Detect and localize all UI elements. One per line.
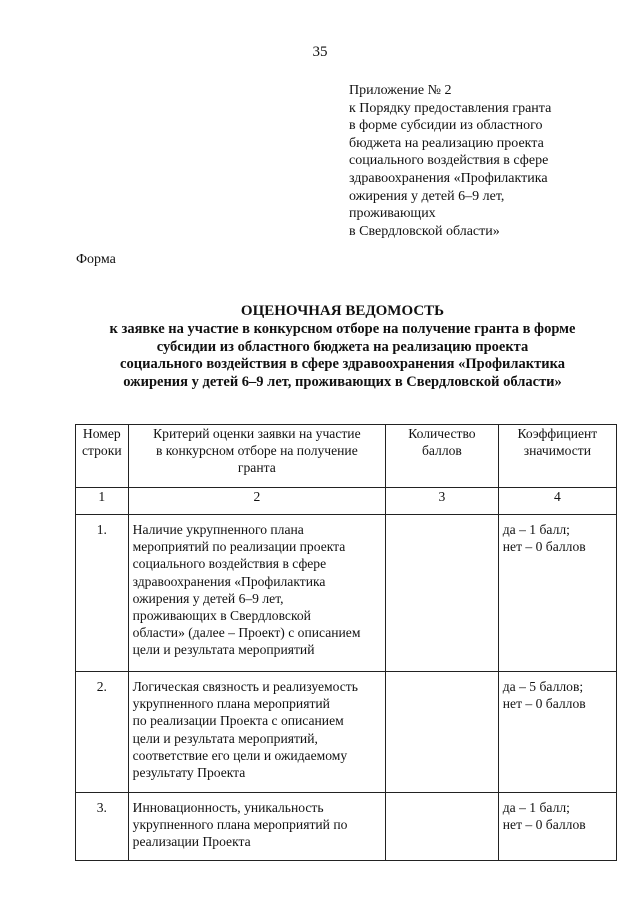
- title-main: ОЦЕНОЧНАЯ ВЕДОМОСТЬ: [240, 303, 445, 319]
- title-sub-line: субсидии из областного бюджета на реализацию проекта: [156, 338, 529, 355]
- document-title: [60, 303, 625, 391]
- appendix-line: проживающих: [349, 206, 436, 222]
- appendix-line: бюджета на реализацию проекта: [349, 135, 544, 151]
- row-points: [386, 672, 499, 793]
- evaluation-table: [75, 424, 617, 861]
- row-criterion: Наличие укрупненного плана мероприятий по реализации проекта социального воздействия в сфере здравоохранения «Профилактика ожирения у детей 6–9 лет, проживающих в Свердловской области» (далее – Проект) с описанием цели и результата мероприятий: [128, 515, 385, 672]
- row-criterion: Логическая связность и реализуемость укрупненного плана мероприятий по реализации Проекта с описанием цели и результата мероприятий, соответствие его цели и ожидаемому результату Проекта: [128, 672, 385, 793]
- column-number: 3: [386, 488, 499, 515]
- row-number: 1.: [76, 515, 129, 672]
- appendix-line: в форме субсидии из областного: [349, 118, 543, 134]
- row-points: [386, 515, 499, 672]
- table-row: [76, 793, 617, 861]
- row-number: 3.: [76, 793, 129, 861]
- appendix-line: в Свердловской области»: [349, 223, 500, 239]
- page-number: 35: [312, 44, 328, 60]
- row-criterion: Инновационность, уникальность укрупненного плана мероприятий по реализации Проекта: [128, 793, 385, 861]
- appendix-line: к Порядку предоставления гранта: [349, 100, 552, 116]
- title-sub-line: социального воздействия в сфере здравоохранения «Профилактика: [120, 356, 565, 373]
- appendix-line: ожирения у детей 6–9 лет,: [349, 188, 505, 204]
- title-sub-line: к заявке на участие в конкурсном отборе на получение гранта в форме: [109, 321, 576, 338]
- form-label: Форма: [76, 252, 116, 267]
- header-points: Количество баллов: [386, 425, 499, 488]
- column-number: 4: [498, 488, 616, 515]
- header-row-number: Номер строки: [76, 425, 129, 488]
- row-coefficient: да – 5 баллов; нет – 0 баллов: [498, 672, 616, 793]
- column-number: 2: [128, 488, 385, 515]
- appendix-note: [349, 82, 619, 240]
- table-header-row: [76, 425, 617, 488]
- header-criterion: Критерий оценки заявки на участие в конкурсном отборе на получение гранта: [128, 425, 385, 488]
- column-number: 1: [76, 488, 129, 515]
- row-points: [386, 793, 499, 861]
- table-row: [76, 515, 617, 672]
- title-sub-line: ожирения у детей 6–9 лет, проживающих в Свердловской области»: [123, 373, 562, 390]
- header-coefficient: Коэффициент значимости: [498, 425, 616, 488]
- appendix-line: социального воздействия в сфере: [349, 153, 549, 169]
- appendix-line: здравоохранения «Профилактика: [349, 170, 548, 186]
- appendix-line: Приложение № 2: [349, 83, 452, 98]
- row-number: 2.: [76, 672, 129, 793]
- row-coefficient: да – 1 балл; нет – 0 баллов: [498, 793, 616, 861]
- row-coefficient: да – 1 балл; нет – 0 баллов: [498, 515, 616, 672]
- table-row: [76, 672, 617, 793]
- column-numbers-row: [76, 488, 617, 515]
